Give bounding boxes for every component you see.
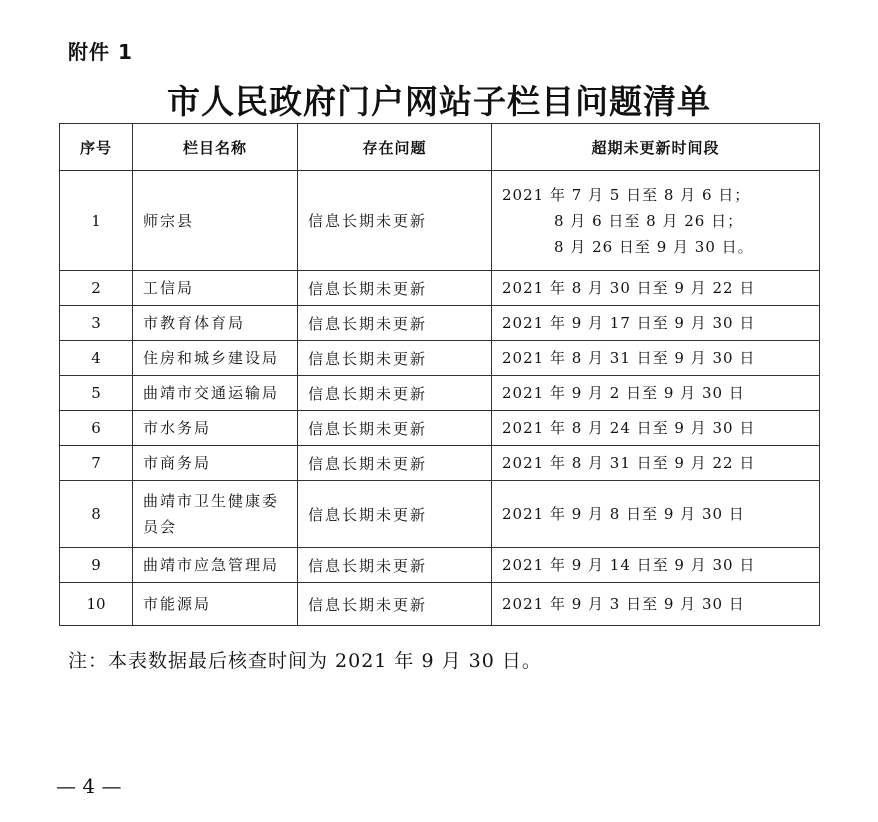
period-line: 2021 年 9 月 3 日至 9 月 30 日 xyxy=(502,595,745,613)
table-header-row xyxy=(60,124,820,171)
period-cell xyxy=(492,583,820,626)
table-row xyxy=(60,341,820,376)
table-row xyxy=(60,446,820,481)
attachment-label: 附件 1 xyxy=(68,40,133,64)
row-number: 9 xyxy=(60,548,133,583)
period-cell xyxy=(492,306,820,341)
issue-text: 信息长期未更新 xyxy=(298,548,492,583)
period-cell xyxy=(492,446,820,481)
issue-text: 信息长期未更新 xyxy=(298,171,492,271)
period-line: 2021 年 9 月 2 日至 9 月 30 日 xyxy=(502,384,745,402)
table-row xyxy=(60,171,820,271)
period-cell xyxy=(492,481,820,548)
period-cell xyxy=(492,171,820,271)
column-name: 市能源局 xyxy=(133,583,298,626)
period-line: 2021 年 8 月 24 日至 9 月 30 日 xyxy=(502,419,756,437)
column-name: 曲靖市交通运输局 xyxy=(133,376,298,411)
period-line: 8 月 26 日至 9 月 30 日。 xyxy=(554,237,754,256)
column-name: 曲靖市卫生健康委员会 xyxy=(133,481,298,548)
issue-text: 信息长期未更新 xyxy=(298,446,492,481)
issue-text: 信息长期未更新 xyxy=(298,306,492,341)
issue-text: 信息长期未更新 xyxy=(298,411,492,446)
table-note: 注：本表数据最后核查时间为 2021 年 9 月 30 日。 xyxy=(68,650,542,672)
issue-text: 信息长期未更新 xyxy=(298,341,492,376)
column-name: 住房和城乡建设局 xyxy=(133,341,298,376)
column-name: 市商务局 xyxy=(133,446,298,481)
issue-text: 信息长期未更新 xyxy=(298,481,492,548)
period-line: 2021 年 7 月 5 日至 8 月 6 日； xyxy=(502,185,751,204)
document-title: 市人民政府门户网站子栏目问题清单 xyxy=(167,82,711,121)
period-line: 2021 年 8 月 31 日至 9 月 22 日 xyxy=(502,454,756,472)
table-row xyxy=(60,306,820,341)
period-line: 2021 年 9 月 14 日至 9 月 30 日 xyxy=(502,556,756,574)
row-number: 4 xyxy=(60,341,133,376)
issue-text: 信息长期未更新 xyxy=(298,583,492,626)
table-row xyxy=(60,481,820,548)
column-name: 师宗县 xyxy=(133,171,298,271)
period-cell xyxy=(492,271,820,306)
row-number: 2 xyxy=(60,271,133,306)
table-row xyxy=(60,411,820,446)
issue-text: 信息长期未更新 xyxy=(298,271,492,306)
header-period: 超期未更新时间段 xyxy=(492,124,820,171)
row-number: 6 xyxy=(60,411,133,446)
column-name: 市教育体育局 xyxy=(133,306,298,341)
period-line: 2021 年 9 月 17 日至 9 月 30 日 xyxy=(502,314,756,332)
row-number: 1 xyxy=(60,171,133,271)
period-cell xyxy=(492,548,820,583)
column-name: 工信局 xyxy=(133,271,298,306)
header-no: 序号 xyxy=(60,124,133,171)
period-cell xyxy=(492,411,820,446)
header-issue: 存在问题 xyxy=(298,124,492,171)
table-row xyxy=(60,583,820,626)
column-name: 曲靖市应急管理局 xyxy=(133,548,298,583)
row-number: 5 xyxy=(60,376,133,411)
period-cell xyxy=(492,341,820,376)
period-line: 2021 年 8 月 31 日至 9 月 30 日 xyxy=(502,349,756,367)
period-line: 2021 年 8 月 30 日至 9 月 22 日 xyxy=(502,279,756,297)
page-number: — 4 — xyxy=(56,774,122,798)
row-number: 8 xyxy=(60,481,133,548)
table-row xyxy=(60,548,820,583)
table-row xyxy=(60,376,820,411)
row-number: 10 xyxy=(60,583,133,626)
table-row xyxy=(60,271,820,306)
period-line: 8 月 6 日至 8 月 26 日； xyxy=(554,211,744,230)
row-number: 3 xyxy=(60,306,133,341)
issue-table xyxy=(59,123,820,626)
period-line: 2021 年 9 月 8 日至 9 月 30 日 xyxy=(502,505,745,523)
row-number: 7 xyxy=(60,446,133,481)
header-name: 栏目名称 xyxy=(133,124,298,171)
period-cell xyxy=(492,376,820,411)
column-name: 市水务局 xyxy=(133,411,298,446)
issue-text: 信息长期未更新 xyxy=(298,376,492,411)
